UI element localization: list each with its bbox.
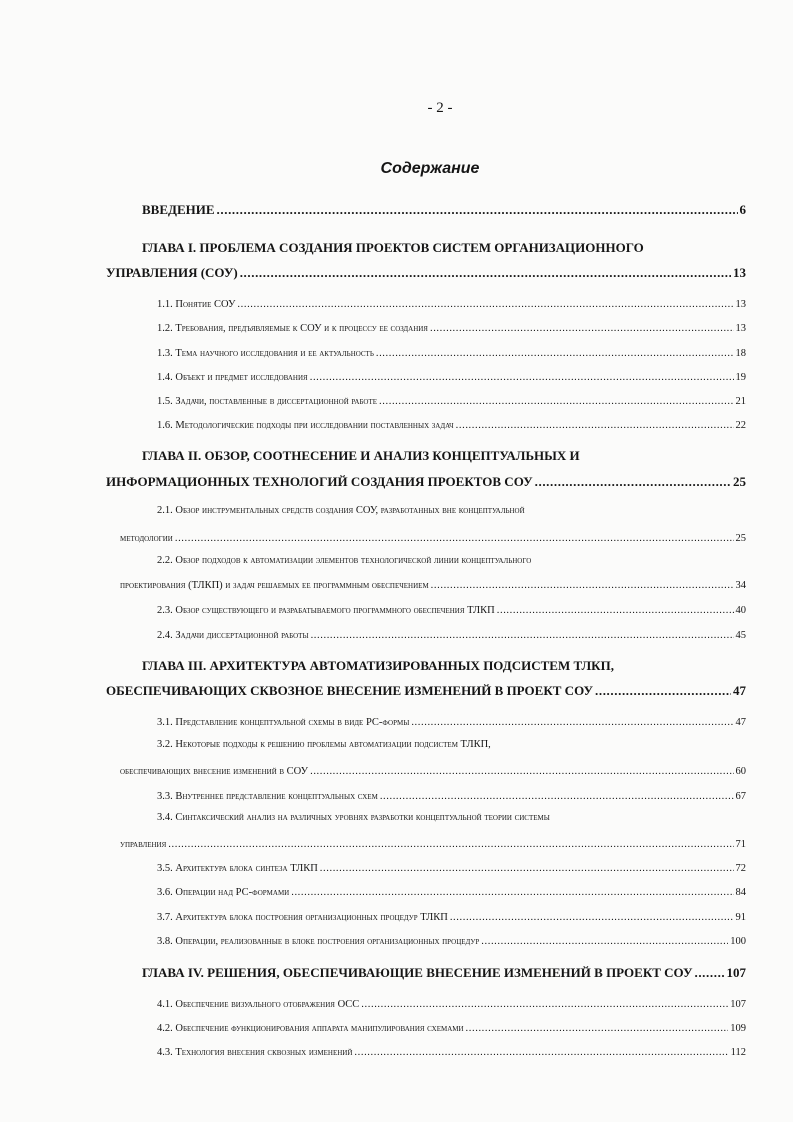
dot-leader: [430, 320, 734, 338]
entry-text: 1.3. Тема научного исследования и ее актуальность: [157, 348, 374, 359]
entry-page: 67: [735, 791, 746, 802]
chapter-3-entry[interactable]: [106, 682, 746, 700]
dot-leader: [450, 909, 734, 927]
entry-page: 21: [735, 396, 746, 407]
toc-section-line1[interactable]: 3.2. Некоторые подходы к решению проблемы автоматизации подсистем ТЛКП,: [157, 739, 491, 750]
dot-leader: [379, 393, 733, 411]
entry-page: 13: [733, 265, 746, 280]
entry-text: 1.2. Требования, предъявляемые к СОУ и к процессу ее создания: [157, 323, 428, 334]
entry-text: ОБЕСПЕЧИВАЮЩИХ СКВОЗНОЕ ВНЕСЕНИЕ ИЗМЕНЕНИЙ В ПРОЕКТ СОУ: [106, 683, 593, 698]
entry-page: 47: [733, 683, 746, 698]
chapter-2-heading[interactable]: ГЛАВА II. ОБЗОР, СООТНЕСЕНИЕ И АНАЛИЗ КОНЦЕПТУАЛЬНЫХ И: [142, 448, 580, 463]
toc-section[interactable]: [120, 577, 746, 595]
entry-text: 4.2. Обеспечение функционирования аппарата манипулирования схемами: [157, 1023, 464, 1034]
entry-text: 1.6. Методологические подходы при исследовании поставленных задач: [157, 420, 454, 431]
toc-section[interactable]: [157, 1044, 746, 1062]
entry-page: 107: [730, 999, 746, 1010]
toc-section-line1[interactable]: 2.1. Обзор инструментальных средств создания СОУ, разработанных вне концептуальной: [157, 505, 525, 516]
toc-section[interactable]: [157, 933, 746, 951]
chapter-4-entry[interactable]: [142, 964, 746, 982]
dot-leader: [175, 530, 734, 548]
entry-text: проектирования (ТЛКП) и задач решаемых ее программным обеспечением: [120, 580, 429, 591]
entry-page: 47: [735, 717, 746, 728]
dot-leader: [311, 627, 734, 645]
dot-leader: [310, 763, 733, 781]
toc-section[interactable]: [120, 763, 746, 781]
dot-leader: [535, 473, 731, 491]
chapter-3-heading[interactable]: ГЛАВА III. АРХИТЕКТУРА АВТОМАТИЗИРОВАННЫХ ПОДСИСТЕМ ТЛКП,: [142, 658, 614, 673]
toc-section[interactable]: [120, 836, 746, 854]
dot-leader: [694, 964, 724, 982]
dot-leader: [456, 417, 734, 435]
toc-section-line1[interactable]: 2.2. Обзор подходов к автоматизации элементов технологической линии концептуального: [157, 555, 532, 566]
chapter-1-entry[interactable]: [106, 264, 746, 282]
entry-page: 109: [730, 1023, 746, 1034]
entry-page: 40: [735, 605, 746, 616]
entry-page: 45: [735, 630, 746, 641]
dot-leader: [466, 1020, 729, 1038]
dot-leader: [481, 933, 728, 951]
entry-text: 4.1. Обеспечение визуального отображения ОСС: [157, 999, 360, 1010]
toc-section[interactable]: [120, 530, 746, 548]
page-title: Содержание: [380, 160, 480, 177]
entry-text: 3.8. Операции, реализованные в блоке построения организационных процедур: [157, 936, 480, 947]
entry-page: 71: [735, 839, 746, 850]
toc-section[interactable]: [157, 1020, 746, 1038]
entry-text: управления: [120, 839, 167, 850]
entry-page: 6: [739, 202, 746, 217]
entry-text: 3.3. Внутреннее представление концептуальных схем: [157, 791, 378, 802]
dot-leader: [320, 860, 734, 878]
dot-leader: [168, 836, 733, 854]
toc-section[interactable]: [157, 996, 746, 1014]
chapter-1-heading[interactable]: ГЛАВА I. ПРОБЛЕМА СОЗДАНИЯ ПРОЕКТОВ СИСТЕМ ОРГАНИЗАЦИОННОГО: [142, 240, 644, 255]
dot-leader: [376, 345, 734, 363]
dot-leader: [595, 682, 731, 700]
dot-leader: [354, 1044, 728, 1062]
toc-section[interactable]: [157, 884, 746, 902]
entry-page: 100: [730, 936, 746, 947]
dot-leader: [310, 369, 734, 387]
entry-page: 22: [735, 420, 746, 431]
entry-text: 4.3. Технология внесения сквозных изменений: [157, 1047, 353, 1058]
entry-text: методологии: [120, 533, 173, 544]
toc-section[interactable]: [157, 369, 746, 387]
dot-leader: [497, 602, 734, 620]
toc-section[interactable]: [157, 627, 746, 645]
entry-page: 112: [730, 1047, 746, 1058]
entry-text: 2.3. Обзор существующего и разрабатываемого программного обеспечения ТЛКП: [157, 605, 495, 616]
entry-text: 3.6. Операции над РС-формами: [157, 887, 290, 898]
entry-text: 1.5. Задачи, поставленные в диссертационной работе: [157, 396, 378, 407]
entry-text: ГЛАВА IV. РЕШЕНИЯ, ОБЕСПЕЧИВАЮЩИЕ ВНЕСЕНИЕ ИЗМЕНЕНИЙ В ПРОЕКТ СОУ: [142, 965, 693, 980]
toc-section[interactable]: [157, 788, 746, 806]
dot-leader: [411, 714, 733, 732]
entry-text: 3.1. Представление концептуальной схемы в виде РС-формы: [157, 717, 410, 728]
entry-text: 2.4. Задачи диссертационной работы: [157, 630, 309, 641]
toc-section[interactable]: [157, 714, 746, 732]
entry-page: 72: [735, 863, 746, 874]
entry-page: 34: [735, 580, 746, 591]
entry-page: 60: [735, 766, 746, 777]
dot-leader: [361, 996, 728, 1014]
entry-text: 1.4. Объект и предмет исследования: [157, 372, 308, 383]
entry-page: 84: [735, 887, 746, 898]
chapter-2-entry[interactable]: [106, 473, 746, 491]
toc-section[interactable]: [157, 909, 746, 927]
toc-section[interactable]: [157, 393, 746, 411]
toc-section[interactable]: [157, 860, 746, 878]
entry-page: 25: [733, 474, 746, 489]
toc-section[interactable]: [157, 296, 746, 314]
toc-section[interactable]: [157, 320, 746, 338]
entry-text: ИНФОРМАЦИОННЫХ ТЕХНОЛОГИЙ СОЗДАНИЯ ПРОЕКТОВ СОУ: [106, 474, 533, 489]
entry-text: ВВЕДЕНИЕ: [142, 202, 215, 217]
entry-text: 3.7. Архитектура блока построения организационных процедур ТЛКП: [157, 912, 448, 923]
toc-section-line1[interactable]: 3.4. Синтаксический анализ на различных уровнях разработки концептуальной теории системы: [157, 812, 550, 823]
dot-leader: [217, 201, 738, 219]
entry-text: 3.5. Архитектура блока синтеза ТЛКП: [157, 863, 318, 874]
entry-page: 13: [735, 299, 746, 310]
entry-text: обеспечивающих внесение изменений в СОУ: [120, 766, 309, 777]
dot-leader: [291, 884, 733, 902]
entry-text: УПРАВЛЕНИЯ (СОУ): [106, 265, 238, 280]
dot-leader: [237, 296, 733, 314]
page-number: - 2 -: [427, 100, 453, 116]
toc-entry-intro[interactable]: [142, 201, 746, 219]
entry-page: 25: [735, 533, 746, 544]
entry-page: 107: [726, 965, 746, 980]
entry-text: 1.1. Понятие СОУ: [157, 299, 236, 310]
toc-section[interactable]: [157, 417, 746, 435]
entry-page: 19: [735, 372, 746, 383]
entry-page: 13: [735, 323, 746, 334]
entry-page: 18: [735, 348, 746, 359]
toc-section[interactable]: [157, 602, 746, 620]
dot-leader: [431, 577, 734, 595]
entry-page: 91: [735, 912, 746, 923]
dot-leader: [380, 788, 734, 806]
dot-leader: [240, 264, 731, 282]
toc-section[interactable]: [157, 345, 746, 363]
